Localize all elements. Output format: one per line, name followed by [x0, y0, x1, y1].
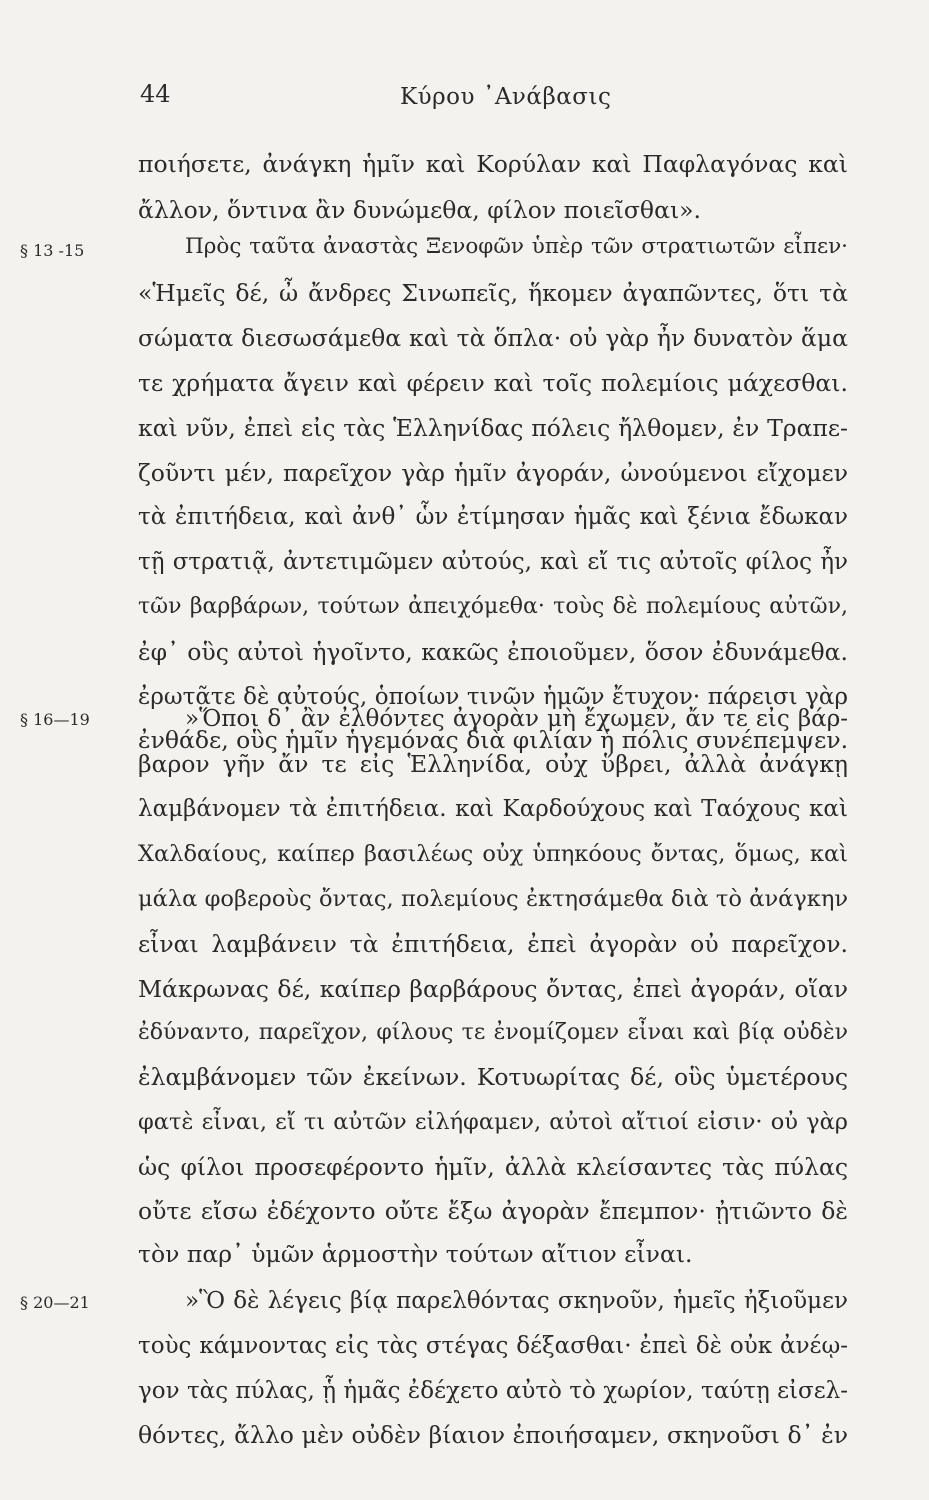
text-line: Πρὸς ταῦτα ἀναστὰς Ξενοφῶν ὑπὲρ τῶν στρατιωτῶν εἶπεν· [185, 234, 848, 259]
running-title: Κύρου ᾿Ανάβασις [400, 84, 612, 110]
page-number: 44 [140, 80, 171, 108]
section-marker: § 13 -15 [20, 241, 85, 260]
text-line: ζοῦντι μέν, παρεῖχον γὰρ ἡμῖν ἀγοράν, ὠνούμενοι εἴχομεν [138, 459, 848, 487]
text-line: γον τὰς πύλας, ᾗ ἡμᾶς ἐδέχετο αὐτὸ τὸ χωρίον, ταύτῃ εἰσελ- [138, 1378, 848, 1404]
text-line: τοὺς κάμνοντας εἰς τὰς στέγας δέξασθαι· ἐπεὶ δὲ οὐκ ἀνέῳ- [138, 1333, 848, 1359]
text-line: βαρον γῆν ἄν τε εἰς Ἑλληνίδα, οὐχ ὕβρει, ἀλλὰ ἀνάγκῃ [138, 750, 848, 778]
text-line: σώματα διεσωσάμεθα καὶ τὰ ὅπλα· οὐ γὰρ ἦν δυνατὸν ἅμα [138, 324, 848, 352]
text-line: ἐνθάδε, οὓς ἡμῖν ἡγεμόνας διὰ φιλίαν ἡ πόλις συνέπεμψεν. [138, 726, 849, 754]
text-line: ἐφ᾿ οὓς αὐτοὶ ἡγοῖντο, κακῶς ἐποιοῦμεν, ὅσον ἐδυνάμεθα. [138, 638, 848, 666]
text-line: τὰ ἐπιτήδεια, καὶ ἀνθ᾿ ὧν ἐτίμησαν ἡμᾶς καὶ ξένια ἔδωκαν [138, 504, 848, 530]
section-marker: § 16—19 [20, 710, 90, 729]
text-line: εἶναι λαμβάνειν τὰ ἐπιτήδεια, ἐπεὶ ἀγορὰν οὐ παρεῖχον. [138, 930, 848, 958]
text-line: ἐρωτᾶτε δὲ αὐτούς, ὁποίων τινῶν ἡμῶν ἔτυχον· πάρεισι γὰρ [138, 684, 848, 710]
text-line: ποιήσετε, ἀνάγκη ἡμῖν καὶ Κορύλαν καὶ Παφλαγόνας καὶ [138, 150, 848, 178]
text-line: καὶ νῦν, ἐπεὶ εἰς τὰς Ἑλληνίδας πόλεις ἤλθομεν, ἐν Τραπε- [138, 414, 848, 442]
text-line: Χαλδαίους, καίπερ βασιλέως οὐχ ὑπηκόους ὄντας, ὅμως, καὶ [138, 841, 848, 867]
text-line: μάλα φοβεροὺς ὄντας, πολεμίους ἐκτησάμεθα διὰ τὸ ἀνάγκην [138, 886, 848, 912]
text-line: φατὲ εἶναι, εἴ τι αὐτῶν εἰλήφαμεν, αὐτοὶ αἴτιοί εἰσιν· οὐ γὰρ [138, 1109, 848, 1135]
text-line: οὔτε εἴσω ἐδέχοντο οὔτε ἔξω ἀγορὰν ἔπεμπον· ᾐτιῶντο δὲ [138, 1197, 848, 1225]
text-line: Μάκρωνας δέ, καίπερ βαρβάρους ὄντας, ἐπεὶ ἀγοράν, οἵαν [138, 975, 848, 1003]
section-marker: § 20—21 [20, 1293, 90, 1312]
text-line: τῶν βαρβάρων, τούτων ἀπειχόμεθα· τοὺς δὲ πολεμίους αὐτῶν, [138, 594, 848, 619]
text-line: λαμβάνομεν τὰ ἐπιτήδεια. καὶ Καρδούχους καὶ Ταόχους καὶ [138, 796, 848, 822]
text-line: θόντες, ἄλλο μὲν οὐδὲν βίαιον ἐποιήσαμεν, σκηνοῦσι δ᾿ ἐν [138, 1421, 848, 1449]
text-line: ἐδύναντο, παρεῖχον, φίλους τε ἐνομίζομεν εἶναι καὶ βίᾳ οὐδὲν [138, 1020, 848, 1045]
text-line: ἄλλον, ὅντινα ἂν δυνώμεθα, φίλον ποιεῖσθαι». [138, 196, 702, 224]
text-line: τε χρήματα ἄγειν καὶ φέρειν καὶ τοῖς πολεμίοις μάχεσθαι. [138, 369, 848, 397]
page-header [0, 80, 929, 120]
text-line: ἐλαμβάνομεν τῶν ἐκείνων. Κοτυωρίτας δέ, οὓς ὑμετέρους [138, 1063, 848, 1091]
text-line: »Ὅποι δ᾿ ἂν ἐλθόντες ἀγορὰν μὴ ἔχωμεν, ἄν τε εἰς βάρ- [185, 706, 848, 732]
text-line: «Ἡμεῖς δέ, ὦ ἄνδρες Σινωπεῖς, ἥκομεν ἀγαπῶντες, ὅτι τὰ [138, 279, 848, 307]
text-line: »Ὃ δὲ λέγεις βίᾳ παρελθόντας σκηνοῦν, ἡμεῖς ἠξιοῦμεν [185, 1288, 848, 1314]
text-line: ὡς φίλοι προσεφέροντο ἡμῖν, ἀλλὰ κλείσαντες τὰς πύλας [138, 1153, 848, 1181]
text-line: τὸν παρ᾿ ὑμῶν ἁρμοστὴν τούτων αἴτιον εἶναι. [138, 1240, 693, 1268]
text-line: τῇ στρατιᾷ, ἀντετιμῶμεν αὐτούς, καὶ εἴ τις αὐτοῖς φίλος ἦν [138, 549, 848, 575]
